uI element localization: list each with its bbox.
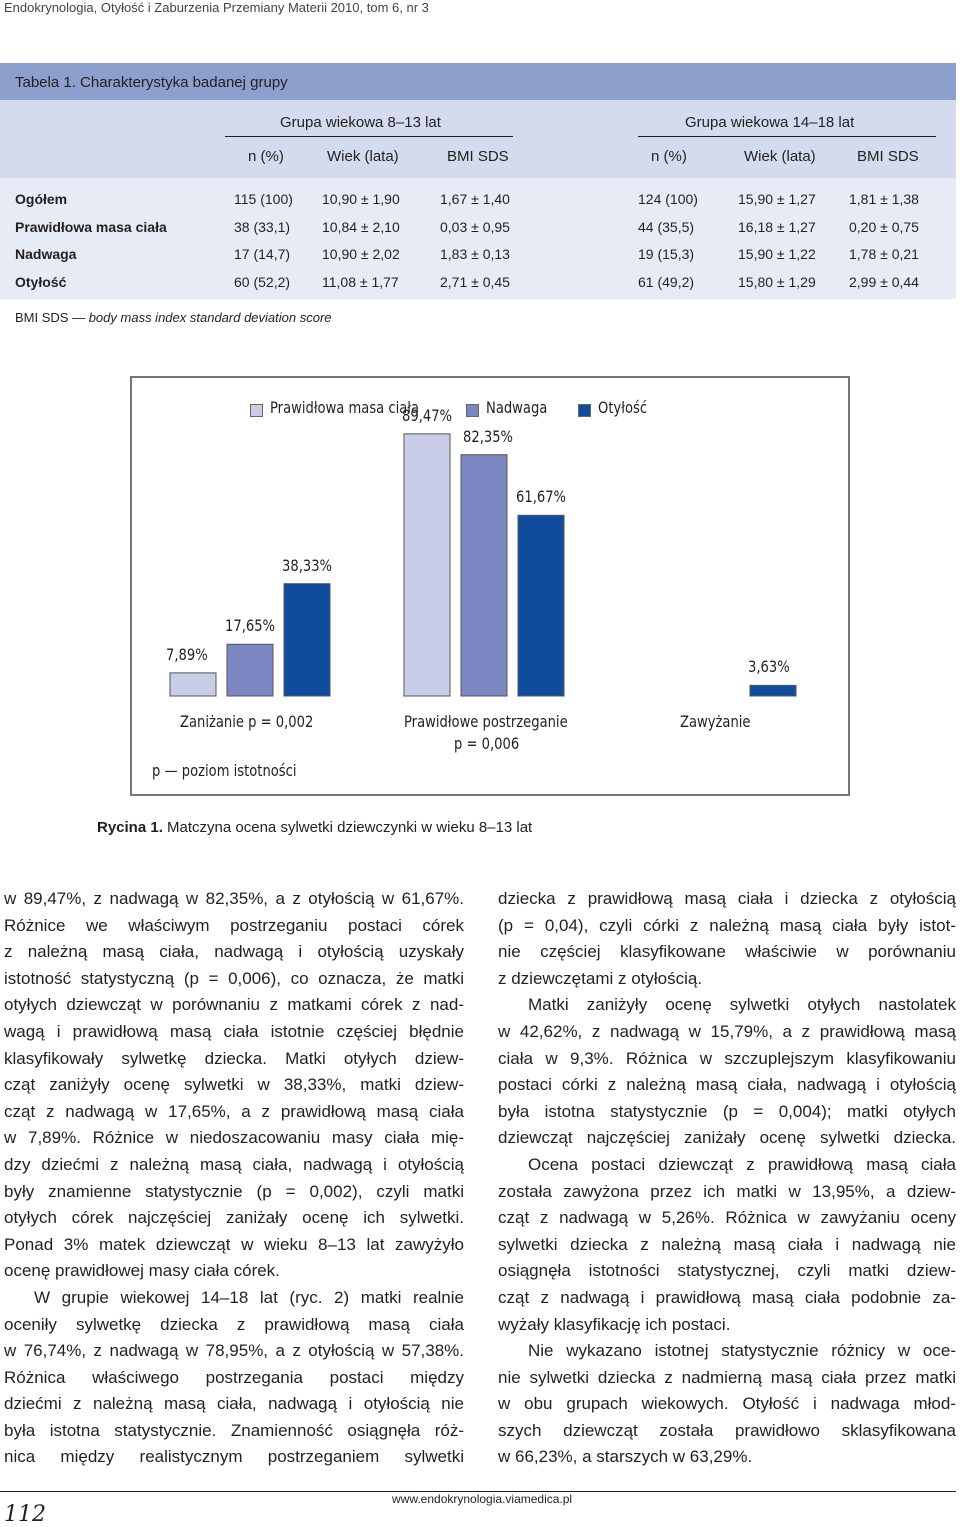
text-line: w 89,47%, z nadwagą w 82,35%, a z otyłością w 61,67%. <box>4 889 464 908</box>
text-line: osiągnęła istotności statystycznej, czyli matki dziew- <box>498 1261 956 1281</box>
table-cell: 38 (33,1) <box>234 218 291 235</box>
col-header-bmi: BMI SDS <box>447 148 509 165</box>
row-label: Prawidłowa masa ciała <box>15 218 167 235</box>
significance-note: p — poziom istotności <box>152 761 297 780</box>
text-line: została zawyżona przez ich matki w 13,95%, a dziew- <box>498 1181 956 1201</box>
footer-url: www.endokrynologia.viamedica.pl <box>392 1492 573 1506</box>
table-cell: 1,78 ± 0,21 <box>849 246 919 262</box>
table-cell: 10,84 ± 2,10 <box>322 218 400 235</box>
text-line: otyłych córek najczęściej zaniżały ocenę ich sylwetki. <box>4 1208 464 1228</box>
table-cell: 15,90 ± 1,22 <box>738 246 816 262</box>
col-header-n: n (%) <box>651 148 687 165</box>
page-number: 112 <box>4 1502 46 1527</box>
text-line: (p = 0,04), czyli córki z należną masą ciała były istot- <box>498 915 956 935</box>
table-header <box>0 100 956 178</box>
text-line: dziewcząt najczęściej zaniżały ocenę sylwetki dziecka. <box>498 1128 956 1148</box>
text-line: dziecka z prawidłową masą ciała i dziecka z otyłością <box>498 889 956 908</box>
legend-swatch <box>466 404 479 417</box>
text-line: szych dziewcząt została prawidłowo sklasyfikowana <box>498 1420 956 1440</box>
col-header-bmi: BMI SDS <box>857 148 919 165</box>
table-cell: 10,90 ± 1,90 <box>322 191 400 207</box>
text-line: ocenę prawidłowej masy ciała córek. <box>4 1261 280 1281</box>
text-line: była istotna statystycznie. Znamienność osiągnęła róż- <box>4 1420 464 1440</box>
table-cell: 1,83 ± 0,13 <box>440 246 510 262</box>
row-label: Nadwaga <box>15 246 77 262</box>
table-cell: 0,20 ± 0,75 <box>849 218 919 235</box>
legend-swatch <box>250 404 263 417</box>
table-cell: 16,18 ± 1,27 <box>738 218 816 235</box>
table-cell: 60 (52,2) <box>234 273 291 290</box>
legend-swatch <box>578 404 591 417</box>
text-line: sylwetki dziecka z należną masą ciała i nadwagą nie <box>498 1234 956 1254</box>
text-line: z należną masą ciała, nadwagą i otyłością uzyskały <box>4 942 464 962</box>
table-cell: 124 (100) <box>638 191 698 207</box>
text-line: w 7,89%. Różnice w niedoszacowaniu masy ciała mię- <box>4 1128 464 1148</box>
text-line: ciała w 9,3%. Różnica w szczuplejszym klasyfikowaniu <box>498 1048 956 1068</box>
table-footnote <box>15 310 332 325</box>
table-cell: 15,90 ± 1,27 <box>738 191 816 207</box>
table-title-bar <box>0 63 956 100</box>
table-title: Tabela 1. Charakterystyka badanej grupy <box>15 74 288 91</box>
group2-header: Grupa wiekowa 14–18 lat <box>685 114 855 131</box>
data-label: 61,67% <box>516 487 567 507</box>
text-line: były znamienne statystycznie (p = 0,002), czyli matki <box>4 1181 464 1201</box>
text-line: nie sylwetki dziecka z nadmierną masą ciała przez matki <box>498 1367 956 1387</box>
data-label: 82,35% <box>463 426 514 446</box>
legend-label: Otyłość <box>598 398 648 417</box>
figure-caption <box>97 819 532 836</box>
text-line: istotność statystyczną (p = 0,006), co oznacza, że matki <box>4 968 464 988</box>
text-line: w 42,62%, z nadwagą w 15,79%, a z prawidłową masą <box>498 1021 956 1041</box>
table-cell: 61 (49,2) <box>638 273 695 290</box>
table-cell: 2,71 ± 0,45 <box>440 273 510 290</box>
text-line: z dziewczętami z otyłością. <box>498 968 703 988</box>
text-column-right <box>498 886 956 1471</box>
text-line: Ocena postaci dziewcząt z prawidłową masą ciała <box>528 1154 956 1174</box>
table-cell: 15,80 ± 1,29 <box>738 273 816 290</box>
text-line: Matki zaniżyły ocenę sylwetki otyłych nastolatek <box>528 995 956 1015</box>
table-cell: 44 (35,5) <box>638 218 695 235</box>
data-label: 38,33% <box>282 555 333 575</box>
data-label: 7,89% <box>166 644 208 664</box>
text-line: w obu grupach wiekowych. Otyłość i nadwaga młod- <box>498 1394 956 1414</box>
text-line: oceniły sylwetkę dziecka z prawidłową masą ciała <box>4 1314 464 1334</box>
data-label: 89,47% <box>402 405 453 425</box>
footnote-abbr: BMI SDS — <box>15 310 86 325</box>
group2-underline <box>638 136 936 137</box>
text-line: nica między realistycznym postrzeganiem sylwetki <box>4 1447 464 1467</box>
row-label: Ogółem <box>15 191 68 207</box>
footnote-text: body mass index standard deviation score <box>88 310 332 325</box>
figure-chart <box>130 376 850 796</box>
table-cell: 1,67 ± 1,40 <box>440 191 510 207</box>
text-line: postaci córki z należną masą ciała, nadwagą i otyłością <box>498 1075 956 1095</box>
table-cell: 10,90 ± 2,02 <box>322 246 400 262</box>
table-cell: 19 (15,3) <box>638 246 695 262</box>
text-line: dzy dziećmi z należną masą ciała, nadwagą i otyłością <box>4 1154 464 1174</box>
text-line: klasyfikowały sylwetkę dziecka. Matki otyłych dziew- <box>4 1048 464 1068</box>
col-header-n: n (%) <box>248 148 284 165</box>
table-body <box>0 178 956 299</box>
table-cell: 1,81 ± 1,38 <box>849 191 919 207</box>
category-label: Zawyżanie <box>680 712 751 731</box>
col-header-age: Wiek (lata) <box>327 148 399 165</box>
text-column-left <box>4 886 464 1471</box>
data-label: 3,63% <box>748 657 790 677</box>
legend-label: Prawidłowa masa ciała <box>270 398 420 417</box>
row-label: Otyłość <box>15 273 67 290</box>
text-line: wyżały klasyfikację ich postaci. <box>498 1314 731 1334</box>
table-cell: 11,08 ± 1,77 <box>322 273 399 290</box>
table-cell: 2,99 ± 0,44 <box>849 273 919 290</box>
text-line: w 66,23%, a starszych w 63,29%. <box>498 1447 753 1467</box>
group1-header: Grupa wiekowa 8–13 lat <box>280 114 441 131</box>
category-sublabel: p = 0,006 <box>454 734 520 753</box>
text-line: cząt z nadwagą w 5,26%. Różnica w zawyżaniu oceny <box>498 1208 956 1228</box>
text-line: cząt z nadwagą i prawidłową masą ciała podobnie za- <box>498 1287 956 1307</box>
group1-underline <box>225 136 513 137</box>
caption-label: Rycina 1. <box>97 819 163 836</box>
col-header-age: Wiek (lata) <box>744 148 816 165</box>
text-line: wagą i prawidłową masą ciała istotnie częściej błędnie <box>4 1021 464 1041</box>
legend-label: Nadwaga <box>486 398 548 417</box>
text-line: cząt zaniżyły ocenę sylwetki w 38,33%, matki dziew- <box>4 1075 464 1095</box>
category-label: Zaniżanie p = 0,002 <box>180 712 314 731</box>
text-line: w 76,74%, z nadwagą w 78,95%, a z otyłością w 57,38%. <box>4 1341 464 1361</box>
text-line: W grupie wiekowej 14–18 lat (ryc. 2) matki realnie <box>34 1287 464 1307</box>
characteristics-table <box>0 63 956 299</box>
table-cell: 17 (14,7) <box>234 246 291 262</box>
text-line: Różnica właściwego postrzegania postaci między <box>4 1367 464 1387</box>
text-line: cząt z nadwagą w 17,65%, a z prawidłową masą ciała <box>4 1101 464 1121</box>
table-cell: 115 (100) <box>234 191 293 207</box>
text-line: Ponad 3% matek dziewcząt w wieku 8–13 lat zawyżyło <box>4 1234 464 1254</box>
text-line: otyłych dziewcząt w porównaniu z matkami córek z nad- <box>4 995 464 1015</box>
text-line: dziećmi z należną masą ciała, nadwagą i otyłością nie <box>4 1394 464 1414</box>
caption-text: Matczyna ocena sylwetki dziewczynki w wieku 8–13 lat <box>167 819 533 836</box>
text-line: nie częściej klasyfikowane właściwie w porównaniu <box>498 942 956 962</box>
table-cell: 0,03 ± 0,95 <box>440 218 510 235</box>
text-line: Różnice we właściwym postrzeganiu postaci córek <box>4 915 464 935</box>
data-label: 17,65% <box>225 616 276 636</box>
journal-header: Endokrynologia, Otyłość i Zaburzenia Przemiany Materii 2010, tom 6, nr 3 <box>4 0 429 15</box>
text-line: Nie wykazano istotnej statystycznie różnicy w oce- <box>528 1341 956 1361</box>
text-line: była istotna statystycznie (p = 0,004); matki otyłych <box>498 1101 956 1121</box>
category-label: Prawidłowe postrzeganie <box>404 712 568 731</box>
